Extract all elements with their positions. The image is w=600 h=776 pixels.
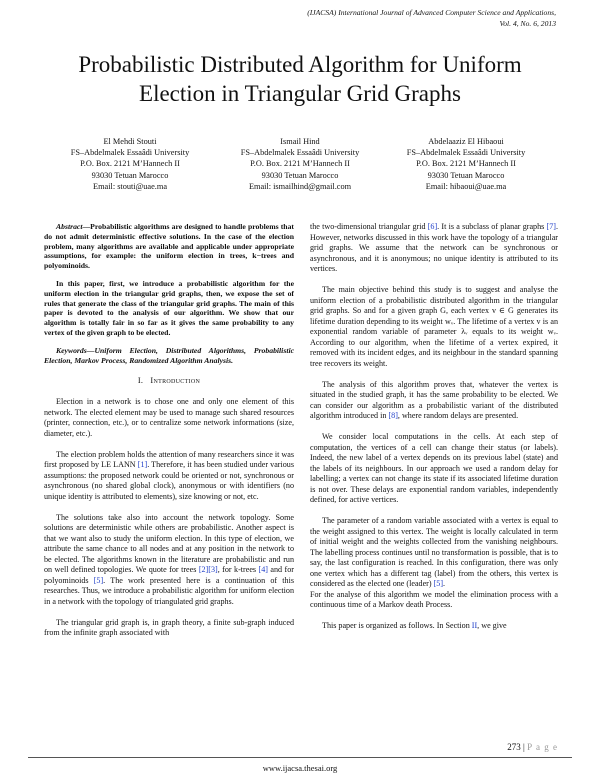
right-p4: We consider local computations in the cells. At each step of computation, the vertices of a cell can change their status (or labels). Indeed, the new label of a vertex depends on its previous label (state) and the labels of its neighbours. In our approach we used a random delay for labelling; a vertex can not change its state if its associated lifetime duration is not over. These delays are exponential random variables, independently defined, for active vertices. (310, 432, 558, 504)
intro-p3: The solutions take also into account the network topology. Some solutions are deterministic while others are probabilistic. Another aspect is that we want also to study the uniform election. In this type of election, we attribute the same chance to all nodes and at any position in the network to be elected. The algorithms known in the literature are probabilistic and run on well defined topologies. We quote for trees [2][3], for k-trees [4] and for polyominoids [5]. The work presented here is a continuation of this researches. Thus, we introduce a probabilistic algorithm for uniform election in a network with the topology of triangulated grid graphs. (44, 512, 294, 606)
abstract-p1: Abstract—Probabilistic algorithms are designed to handle problems that do not admit deterministic effective solutions. In the case of the election problem, many algorithms are available and applicable under appropriate assumptions, for example: the uniform election in trees, k−trees and polyominoids. (44, 222, 294, 271)
author-block-2 (226, 136, 374, 192)
right-column (310, 222, 558, 632)
page-number: 273 | P a g e (507, 742, 558, 752)
paper-title (0, 50, 600, 108)
page-number-value: 273 (507, 742, 521, 752)
author-city: 93030 Tetuan Marocco (261, 170, 339, 180)
author-email: Email: hibaoui@uae.ma (425, 181, 507, 191)
right-p6: For the analyse of this algorithm we model the elimination process with a continuous time of a Markov death Process. (310, 589, 558, 609)
intro-p1: Election in a network is to chose one and only one element of this network. The elected element may be used to manage such shared resources (printer, connection, etc.), or to centralize some network informations (size, diameter, etc.). (44, 397, 294, 438)
citation-link[interactable]: [7] (546, 222, 556, 231)
right-p1: the two-dimensional triangular grid [6]. It is a subclass of planar graphs [7]. However, networks discussed in this work have the topology of a triangular grid graphs. We assume that the network can be synchronous or asynchronous, and it is anonymous; no unique identity is attributed to its vertices. (310, 222, 558, 273)
page-word: P a g e (527, 742, 558, 752)
author-affiliation: FS–Abdelmalek Essaâdi University (240, 148, 360, 158)
footer-website: www.ijacsa.thesai.org (262, 763, 338, 773)
journal-header-line2: Vol. 4, No. 6, 2013 (499, 19, 556, 28)
right-p5: The parameter of a random variable associated with a vertex is equal to the weight assigned to this vertex. The weight is locally calculated in term of initial weight and the weights collected from the vanishing neighbours. The labelling process continues until no transformation is possible, that is to say, the last configuration is reached. In this configuration, there was only one vertex which has a different tag (label) from the others, this vertex is considered as the elected one (leader) [5]. (310, 516, 558, 588)
title-line1: Probabilistic Distributed Algorithm for Uniform (78, 52, 522, 77)
citation-link[interactable]: [8] (388, 411, 398, 420)
right-p2: The main objective behind this study is to suggest and analyse the uniform election of a probabilistic distributed algorithm in the triangular grid graphs. So and for a given graph G, each vertex v ∈ G generates its lifetime duration depending to its weight wᵥ. The lifetime of a vertex v is an exponential random variable of parameter λᵥ equals to its weight wᵥ. According to our algorithm, when the lifetime of a vertex expired, it removed with its incident edges, and its neighbour in the standard spanning tree recovers its weight. (310, 285, 558, 368)
title-line2: Election in Triangular Grid Graphs (139, 81, 461, 106)
author-city: 93030 Tetuan Marocco (91, 170, 169, 180)
abstract (44, 222, 294, 338)
citation-link[interactable]: [5] (433, 579, 444, 588)
journal-header-line1: (IJACSA) International Journal of Advanced Computer Science and Applications, (307, 8, 556, 17)
section-link[interactable]: II (471, 621, 478, 630)
author-block-1 (60, 136, 200, 192)
right-p7: This paper is organized as follows. In Section II, we give (322, 621, 507, 630)
intro-p2: The election problem holds the attention of many researchers since it was first proposed by LE LANN [1]. Therefore, it has been studied under various assumptions: the proposed network could be oriented or not, synchronous or asynchronous (no shared global clock), anonymous or with identifiers (no unique identity is attributed to elements), size knowing or not, etc. (44, 449, 295, 501)
citation-link[interactable]: [1] (137, 460, 148, 470)
author-email: Email: stouti@uae.ma (93, 181, 167, 191)
author-block-3 (392, 136, 540, 192)
citation-link[interactable]: [4] (258, 565, 268, 575)
author-email: Email: ismailhind@gmail.com (248, 181, 352, 191)
citation-link[interactable]: [6] (427, 222, 438, 231)
intro-p4: The triangular grid graph is, in graph theory, a finite sub-graph induced from the infinite graph associated with (44, 617, 294, 638)
author-affiliation: FS–Abdelmalek Essaâdi University (70, 148, 190, 158)
author-pobox: P.O. Box. 2121 M’Hannech II (250, 159, 350, 169)
author-city: 93030 Tetuan Marocco (427, 170, 505, 180)
section-heading-introduction: I. Introduction (137, 375, 201, 385)
author-name: El Mehdi Stouti (103, 137, 157, 146)
author-pobox: P.O. Box. 2121 M’Hannech II (80, 159, 180, 169)
left-column (44, 222, 294, 639)
author-name: Abdelaaziz El Hibaoui (428, 137, 504, 146)
footer-divider (28, 757, 572, 758)
abstract-p2: In this paper, first, we introduce a probabilistic algorithm for the uniform election in the triangular grid graphs, then, we expose the set of rules that generate the class of the triangular grid graphs. The main of this paper is devoted to the analysis of our algorithm. We show that our algorithm is totally fair in so far as it gives the same probability to any vertex of the given graph to be elected. (44, 278, 294, 337)
right-p3: The analysis of this algorithm proves that, whatever the vertex is situated in the studied graph, it has the same probability to be elected. We can consider our algorithm as a probabilistic variant of the distributed algorithm introduced in [8], where random delays are presented. (310, 379, 558, 420)
keywords: Keywords—Uniform Election, Distributed Algorithms, Probabilistic Election, Markov Process, Randomized Algorithm Analysis. (44, 345, 294, 365)
citation-link[interactable]: [3] (208, 565, 218, 575)
author-affiliation: FS–Abdelmalek Essaâdi University (406, 148, 526, 158)
abstract-label: Abstract (56, 222, 83, 231)
citation-link[interactable]: [2] (198, 565, 209, 575)
author-name: Ismail Hind (280, 137, 320, 146)
author-pobox: P.O. Box. 2121 M’Hannech II (416, 159, 516, 169)
citation-link[interactable]: [5] (93, 575, 104, 585)
keywords-label: Keywords (56, 345, 87, 355)
journal-header (307, 7, 556, 29)
